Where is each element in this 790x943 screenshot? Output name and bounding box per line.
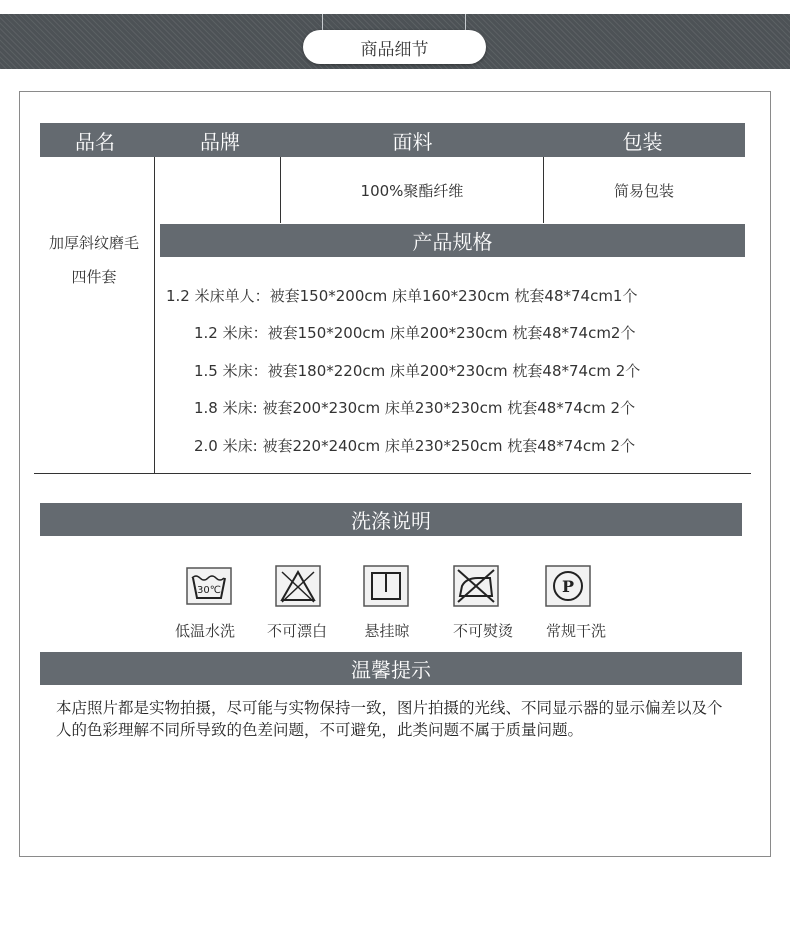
wash-temp-text: 30℃ xyxy=(197,585,221,596)
no-bleach-icon xyxy=(263,560,333,612)
header-product-name: 品名 xyxy=(75,129,115,154)
care-label-no-bleach: 不可漂白 xyxy=(266,622,327,640)
no-iron-icon xyxy=(441,560,511,612)
packaging-value: 简易包装 xyxy=(613,181,674,200)
spec-header: 产品规格 xyxy=(160,224,745,257)
notice-header: 温馨提示 xyxy=(40,652,742,685)
spec-line: 1.2 米床单人：被套150*200cm 床单160*230cm 枕套48*74cm1个 xyxy=(166,287,638,305)
dry-clean-letter: P xyxy=(561,577,575,596)
table-bottom-line xyxy=(34,473,751,474)
care-header: 洗涤说明 xyxy=(40,503,742,536)
spec-line: 1.2 米床：被套150*200cm 床单200*230cm 枕套48*74cm2个 xyxy=(194,324,636,342)
product-name-line1: 加厚斜纹磨毛 xyxy=(48,233,139,252)
fabric-value: 100%聚酯纤维 xyxy=(360,181,464,200)
brand-value xyxy=(155,170,280,210)
banner-title: 商品细节 xyxy=(303,30,486,64)
wash-30c-icon xyxy=(174,560,244,612)
care-label-wash: 低温水洗 xyxy=(174,622,235,640)
care-label-dry-clean: 常规干洗 xyxy=(545,622,606,640)
spec-line: 1.8 米床: 被套200*230cm 床单230*230cm 枕套48*74cm 2个 xyxy=(194,399,636,417)
header-brand: 品牌 xyxy=(200,129,240,154)
header-packaging: 包装 xyxy=(622,129,663,154)
notice-text: 本店照片都是实物拍摄，尽可能与实物保持一致，图片拍摄的光线、不同显示器的显示偏差以及个人的色彩理解不同所导致的色差问题，不可避免，此类问题不属于质量问题。 xyxy=(56,699,723,739)
care-label-hang-dry: 悬挂晾 xyxy=(364,622,410,640)
hang-dry-icon xyxy=(351,560,421,612)
spec-line: 1.5 米床：被套180*220cm 床单200*230cm 枕套48*74cm 2个 xyxy=(194,362,641,380)
dry-clean-icon xyxy=(533,560,603,612)
spec-line: 2.0 米床: 被套220*240cm 床单230*250cm 枕套48*74cm 2个 xyxy=(194,437,636,455)
product-name-line2: 四件套 xyxy=(71,267,117,286)
header-fabric: 面料 xyxy=(392,129,433,154)
care-label-no-iron: 不可熨烫 xyxy=(452,622,513,640)
